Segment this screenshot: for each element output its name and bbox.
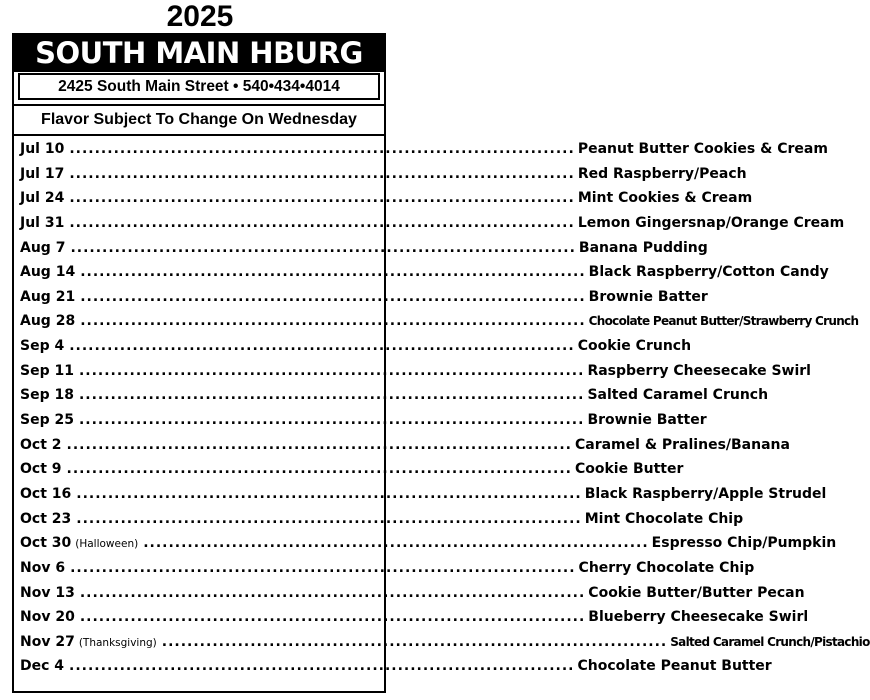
schedule-row bbox=[20, 633, 870, 659]
schedule-flavor: Black Raspberry/Apple Strudel bbox=[584, 485, 827, 502]
schedule-date: Nov 27 bbox=[20, 633, 75, 650]
dot-leader: ................................................................................ bbox=[69, 141, 575, 157]
schedule-date: Nov 20 bbox=[20, 609, 75, 626]
dot-leader: ................................................................................ bbox=[76, 510, 582, 527]
dot-leader: ................................................................................ bbox=[80, 313, 586, 330]
schedule-row bbox=[20, 485, 827, 511]
dot-leader: ................................................................................ bbox=[69, 190, 575, 207]
schedule-date: Sep 18 bbox=[20, 387, 74, 404]
schedule-holiday-note: (Thanksgiving) bbox=[78, 636, 157, 649]
schedule-date: Oct 23 bbox=[20, 510, 72, 527]
schedule-flavor: Mint Chocolate Chip bbox=[584, 510, 744, 527]
schedule-row bbox=[20, 141, 828, 166]
schedule-flavor: Caramel & Pralines/Banana bbox=[574, 436, 790, 453]
dot-leader: ................................................................................ bbox=[76, 485, 582, 502]
schedule-holiday-note: (Halloween) bbox=[75, 538, 139, 551]
dot-leader: ................................................................................ bbox=[161, 633, 668, 650]
dot-leader: ................................................................................ bbox=[79, 609, 586, 626]
schedule-date: Jul 31 bbox=[20, 214, 65, 231]
schedule-flavor: Chocolate Peanut Butter bbox=[577, 658, 772, 675]
schedule-date: Jul 24 bbox=[20, 190, 65, 207]
schedule-flavor: Peanut Butter Cookies & Cream bbox=[577, 141, 828, 157]
schedule-row bbox=[20, 412, 707, 437]
schedule-flavor: Cherry Chocolate Chip bbox=[578, 559, 755, 576]
schedule-row bbox=[20, 535, 837, 560]
schedule-date: Aug 28 bbox=[20, 313, 76, 330]
schedule-flavor: Red Raspberry/Peach bbox=[577, 165, 747, 182]
schedule-row bbox=[20, 165, 747, 191]
address-line: 2425 South Main Street • 540•434•4014 bbox=[18, 73, 380, 100]
schedule-row bbox=[20, 239, 708, 265]
year-heading: 2025 bbox=[166, 0, 234, 33]
schedule-row bbox=[20, 338, 692, 363]
dot-leader: ................................................................................ bbox=[69, 658, 575, 675]
dot-leader: ................................................................................ bbox=[69, 338, 575, 355]
dot-leader: ................................................................................ bbox=[69, 165, 575, 182]
schedule-flavor: Salted Caramel Crunch bbox=[587, 387, 769, 404]
schedule-row bbox=[20, 214, 845, 240]
schedule-flavor: Mint Cookies & Cream bbox=[577, 190, 753, 207]
schedule-date: Nov 6 bbox=[20, 559, 66, 576]
schedule-row bbox=[20, 609, 809, 634]
dot-leader: ................................................................................ bbox=[80, 288, 586, 305]
schedule-flavor: Brownie Batter bbox=[588, 288, 708, 305]
schedule-date: Jul 17 bbox=[20, 165, 65, 182]
schedule-flavor: Black Raspberry/Cotton Candy bbox=[588, 264, 829, 281]
schedule-row bbox=[20, 436, 790, 462]
schedule-flavor: Lemon Gingersnap/Orange Cream bbox=[577, 214, 845, 231]
schedule-date: Sep 4 bbox=[20, 338, 65, 355]
schedule-date: Sep 11 bbox=[20, 362, 74, 379]
schedule-date: Dec 4 bbox=[20, 658, 65, 675]
schedule-flavor: Chocolate Peanut Butter/Strawberry Crunch bbox=[588, 314, 859, 329]
schedule-date: Aug 21 bbox=[20, 288, 76, 305]
schedule-row bbox=[20, 190, 753, 215]
schedule-flavor: Espresso Chip/Pumpkin bbox=[651, 535, 837, 552]
dot-leader: ................................................................................ bbox=[79, 584, 586, 601]
schedule-row bbox=[20, 264, 829, 289]
schedule-date: Sep 25 bbox=[20, 412, 74, 429]
dot-leader: ................................................................................ bbox=[78, 387, 585, 404]
schedule-date: Oct 2 bbox=[20, 436, 62, 453]
dot-leader: ................................................................................ bbox=[78, 362, 585, 379]
schedule-flavor: Cookie Butter/Butter Pecan bbox=[588, 584, 805, 601]
schedule-flavor: Raspberry Cheesecake Swirl bbox=[587, 362, 811, 379]
schedule-row bbox=[20, 510, 744, 536]
schedule-date: Aug 7 bbox=[20, 239, 66, 256]
dot-leader: ................................................................................ bbox=[66, 461, 572, 478]
schedule-date: Oct 30 bbox=[20, 535, 72, 552]
schedule-row bbox=[20, 658, 772, 683]
dot-leader: ................................................................................ bbox=[78, 412, 585, 429]
schedule-date: Oct 16 bbox=[20, 485, 72, 502]
dot-leader: ................................................................................ bbox=[66, 436, 572, 453]
schedule-flavor: Salted Caramel Crunch/Pistachio bbox=[670, 634, 870, 649]
dot-leader: ................................................................................ bbox=[70, 559, 576, 576]
schedule-row bbox=[20, 584, 805, 610]
schedule-row bbox=[20, 461, 684, 486]
schedule-row bbox=[20, 362, 811, 388]
dot-leader: ................................................................................ bbox=[143, 535, 649, 552]
dot-leader: ................................................................................ bbox=[80, 264, 586, 281]
schedule-flavor: Cookie Crunch bbox=[577, 338, 692, 355]
schedule-flavor: Cookie Butter bbox=[574, 461, 684, 478]
flavor-calendar-card bbox=[12, 33, 870, 693]
schedule-date: Oct 9 bbox=[20, 461, 62, 478]
dot-leader: ................................................................................ bbox=[70, 239, 576, 256]
schedule-row bbox=[20, 313, 859, 338]
store-name-banner: SOUTH MAIN HBURG bbox=[14, 35, 384, 72]
schedule-flavor: Banana Pudding bbox=[578, 239, 708, 256]
flavor-change-notice: Flavor Subject To Change On Wednesday bbox=[14, 104, 384, 136]
schedule-row bbox=[20, 288, 708, 314]
schedule-date: Nov 13 bbox=[20, 584, 75, 601]
schedule-date: Aug 14 bbox=[20, 264, 76, 281]
schedule-row bbox=[20, 387, 769, 412]
dot-leader: ................................................................................ bbox=[69, 214, 575, 231]
schedule-flavor: Blueberry Cheesecake Swirl bbox=[588, 609, 809, 626]
schedule-flavor: Brownie Batter bbox=[587, 412, 707, 429]
schedule-date: Jul 10 bbox=[20, 141, 65, 157]
flavor-schedule-list bbox=[20, 141, 870, 683]
schedule-row bbox=[20, 559, 755, 585]
